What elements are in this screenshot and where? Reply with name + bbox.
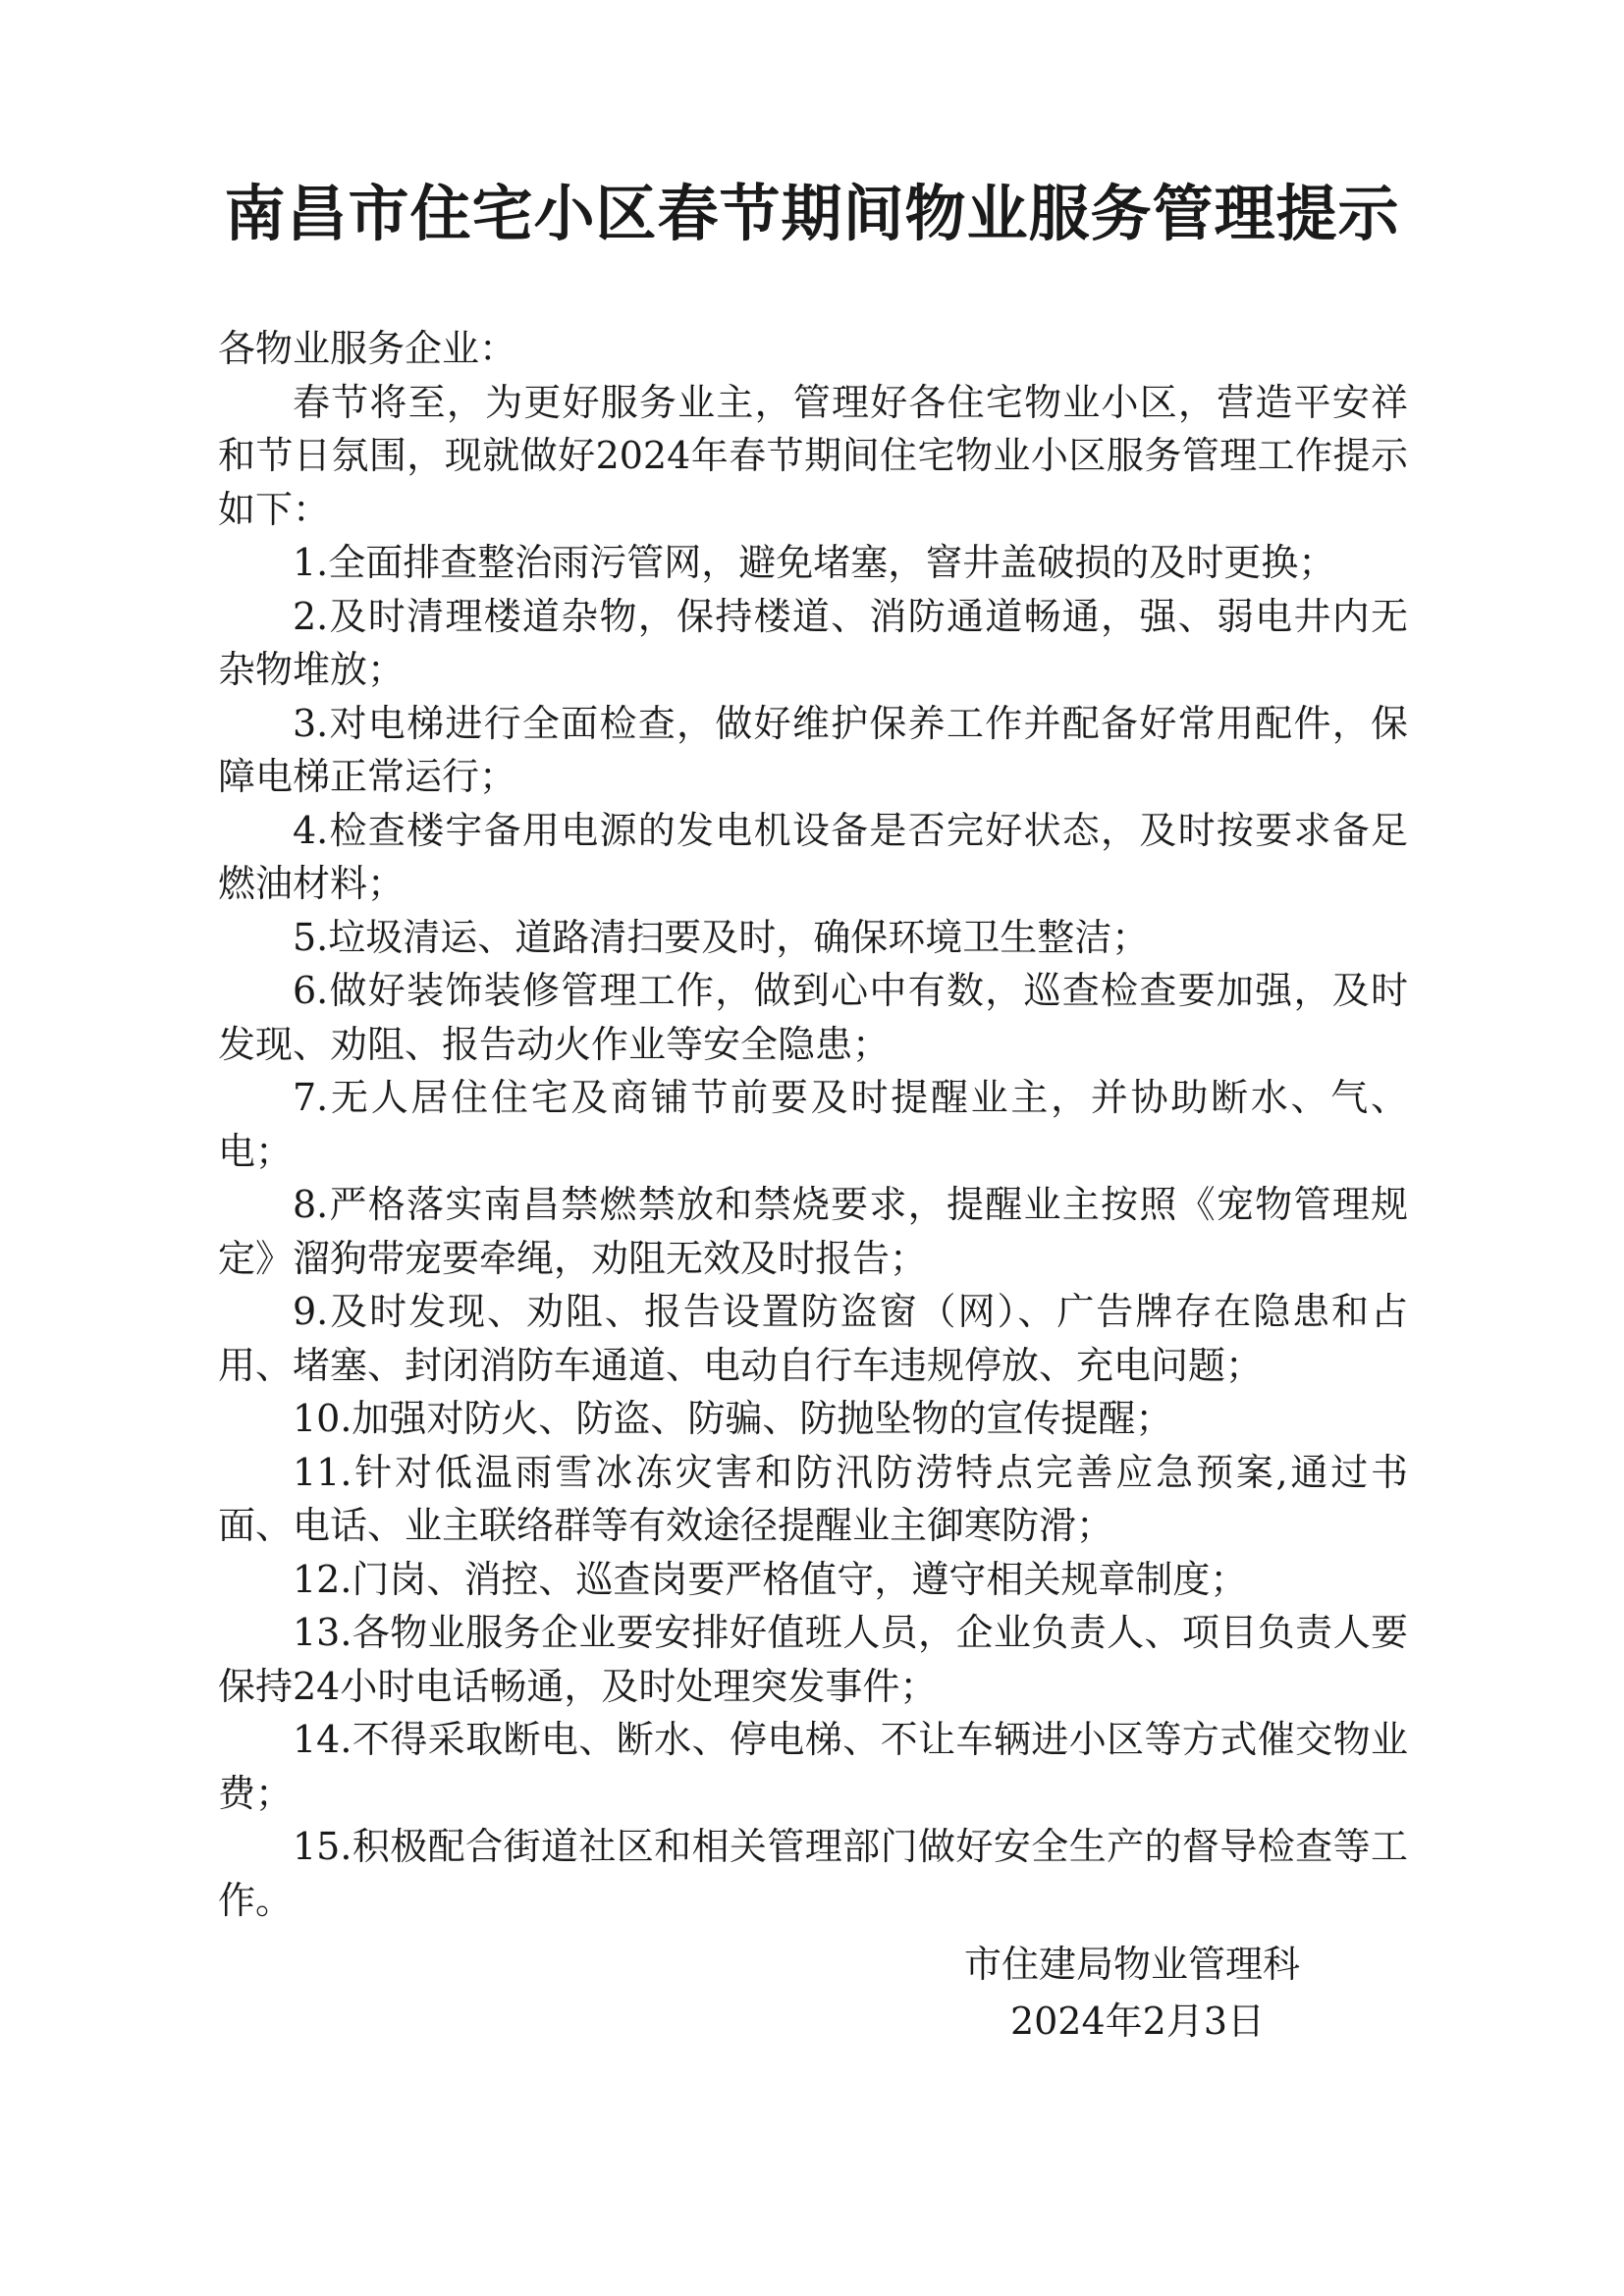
- list-item: 13.各物业服务企业要安排好值班人员，企业负责人、项目负责人要保持24小时电话畅通，及时处理突发事件；: [218, 1611, 1408, 1708]
- document-body: [218, 322, 1408, 1927]
- list-item: 4.检查楼宇备用电源的发电机设备是否完好状态，及时按要求备足燃油材料；: [218, 808, 1408, 905]
- list-item: 11.针对低温雨雪冰冻灾害和防汛防涝特点完善应急预案,通过书面、电话、业主联络群等有效途径提醒业主御寒防滑；: [218, 1450, 1408, 1547]
- list-item: 7.无人居住住宅及商铺节前要及时提醒业主，并协助断水、气、电；: [218, 1076, 1408, 1173]
- list-item: 9.及时发现、劝阻、报告设置防盗窗（网）、广告牌存在隐患和占用、堵塞、封闭消防车通道、电动自行车违规停放、充电问题；: [218, 1290, 1408, 1387]
- list-item: 5.垃圾清运、道路清扫要及时，确保环境卫生整洁；: [293, 915, 1150, 959]
- list-item: 6.做好装饰装修管理工作，做到心中有数，巡查检查要加强，及时发现、劝阻、报告动火作业等安全隐患；: [218, 969, 1408, 1066]
- list-item: 12.门岗、消控、巡查岗要严格值守，遵守相关规章制度；: [293, 1557, 1248, 1601]
- list-item: 1.全面排查整治雨污管网，避免堵塞，窨井盖破损的及时更换；: [293, 541, 1336, 584]
- intro-paragraph: 春节将至，为更好服务业主，管理好各住宅物业小区，营造平安祥和节日氛围，现就做好2024年春节期间住宅物业小区服务管理工作提示如下：: [218, 380, 1408, 531]
- list-item: 8.严格落实南昌禁燃禁放和禁烧要求，提醒业主按照《宠物管理规定》溜狗带宠要牵绳，劝阻无效及时报告；: [218, 1183, 1408, 1280]
- salutation: 各物业服务企业：: [218, 327, 517, 370]
- list-item: 10.加强对防火、防盗、防骗、防抛坠物的宣传提醒；: [293, 1397, 1173, 1440]
- page-title: 南昌市住宅小区春节期间物业服务管理提示: [224, 178, 1400, 249]
- list-item: 15.积极配合街道社区和相关管理部门做好安全生产的督导检查等工作。: [218, 1825, 1408, 1922]
- list-item: 2.及时清理楼道杂物，保持楼道、消防通道畅通，强、弱电井内无杂物堆放；: [218, 594, 1408, 691]
- list-item: 14.不得采取断电、断水、停电梯、不让车辆进小区等方式催交物业费；: [218, 1718, 1408, 1815]
- signature-date: 2024年2月3日: [1009, 2000, 1265, 2043]
- signature-organization: 市住建局物业管理科: [963, 1943, 1300, 1986]
- list-item: 3.对电梯进行全面检查，做好维护保养工作并配备好常用配件，保障电梯正常运行；: [218, 701, 1408, 798]
- signature-block: [218, 1936, 1408, 2050]
